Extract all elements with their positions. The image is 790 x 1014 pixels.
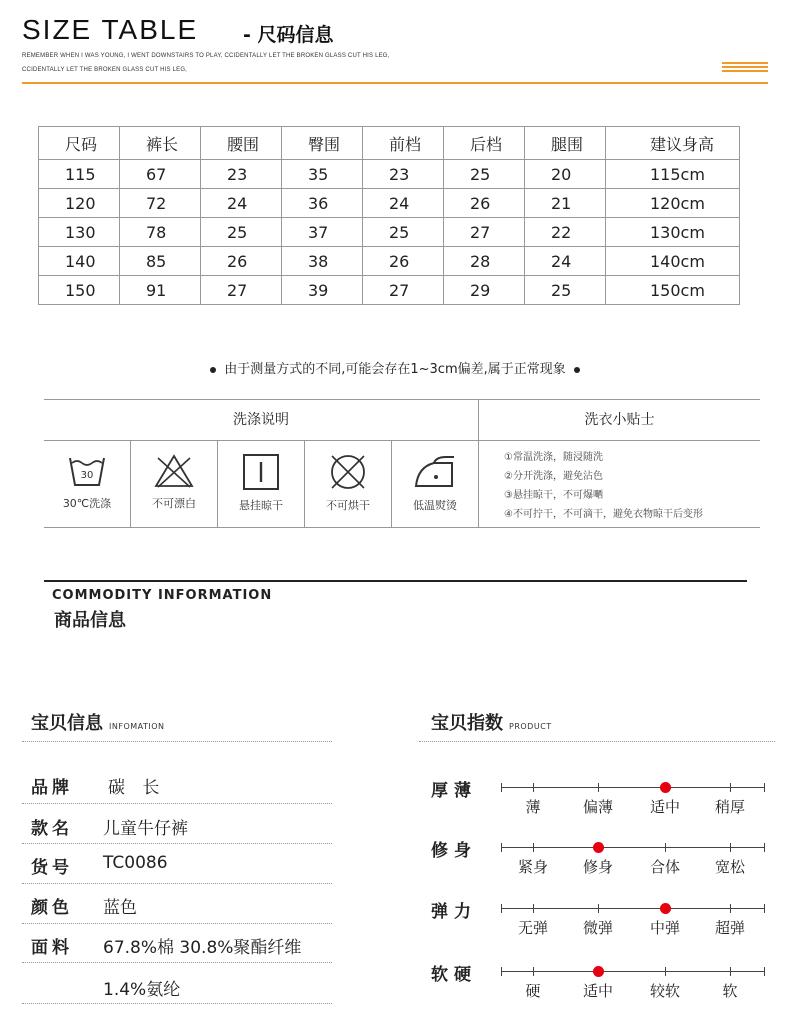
- table-row: [39, 247, 740, 276]
- header-subline-2: CCIDENTALLY LET THE BROKEN GLASS CUT HIS LEG,: [22, 67, 188, 73]
- page-title-cn: - 尺码信息: [243, 24, 334, 46]
- scale-tick: [533, 967, 534, 976]
- wash-tips-list: [504, 448, 703, 524]
- hang-dry-icon: [242, 453, 280, 491]
- wash-symbol-label: 30℃洗涤: [62, 497, 112, 510]
- table-cell: 91: [120, 276, 201, 305]
- scale-tick: [533, 783, 534, 792]
- index-option-label: 硬: [525, 982, 541, 1000]
- wash-tip: ③悬挂晾干，不可爆嗮: [504, 490, 603, 501]
- scale-tick: [501, 904, 502, 913]
- table-cell: 120cm: [606, 189, 740, 218]
- index-option-label: 薄: [525, 798, 541, 816]
- no-bleach-icon: [153, 453, 195, 489]
- wash-temp-text: 30: [80, 470, 94, 481]
- dotted-divider: [22, 962, 332, 963]
- wash-instructions-header: 洗涤说明: [44, 400, 478, 441]
- index-section-title: [431, 709, 552, 735]
- info-value-sku: TC0086: [103, 853, 168, 873]
- col-header: 建议身高: [606, 127, 740, 160]
- wash-symbol-label: 不可漂白: [152, 497, 196, 510]
- info-value-style: 儿童牛仔裤: [103, 819, 188, 839]
- info-label-brand: 品牌: [31, 778, 73, 798]
- info-value-fabric: 67.8%棉 30.8%聚酯纤维: [103, 938, 302, 958]
- table-cell: 24: [525, 247, 606, 276]
- index-subtitle: PRODUCT: [509, 722, 552, 731]
- commodity-divider: [44, 580, 747, 582]
- info-label-sku: 货号: [31, 858, 73, 878]
- index-option-label: 合体: [649, 858, 680, 876]
- no-tumble-dry-icon: [328, 453, 368, 491]
- index-label: 厚薄: [431, 781, 477, 801]
- scale-tick: [764, 843, 765, 852]
- info-label-color: 颜色: [31, 898, 73, 918]
- scale-tick: [764, 783, 765, 792]
- dotted-divider: [22, 883, 332, 884]
- scale-tick: [764, 967, 765, 976]
- table-cell: 150cm: [606, 276, 740, 305]
- table-cell: 27: [444, 218, 525, 247]
- table-cell: 67: [120, 160, 201, 189]
- scale-tick: [501, 967, 502, 976]
- index-label: 修身: [431, 841, 477, 861]
- measurement-note: [0, 358, 790, 377]
- index-title: 宝贝指数: [431, 713, 503, 734]
- col-header: 前档: [363, 127, 444, 160]
- dotted-divider: [419, 741, 775, 742]
- scale-tick: [665, 843, 666, 852]
- measurement-note-text: 由于测量方式的不同,可能会存在1~3cm偏差,属于正常现象: [224, 362, 566, 377]
- scale-tick: [730, 783, 731, 792]
- table-cell: 20: [525, 160, 606, 189]
- col-header: 尺码: [39, 127, 120, 160]
- info-value-fabric-2: 1.4%氨纶: [103, 980, 181, 1000]
- wash-tip: ①常温洗涤，随浸随洗: [504, 452, 603, 463]
- wash-tip: ②分开洗涤，避免沾色: [504, 471, 603, 482]
- index-option-label: 无弹: [517, 919, 548, 937]
- index-marker-dot: [660, 903, 671, 914]
- index-option-label: 偏薄: [582, 798, 613, 816]
- table-cell: 130cm: [606, 218, 740, 247]
- wash-tips-header: 洗衣小贴士: [479, 400, 760, 441]
- table-cell: 26: [201, 247, 282, 276]
- dotted-divider: [22, 803, 332, 804]
- table-cell: 24: [201, 189, 282, 218]
- table-cell: 22: [525, 218, 606, 247]
- index-scale-line: [501, 787, 765, 788]
- index-option-label: 较软: [649, 982, 680, 1000]
- table-cell: 115: [39, 160, 120, 189]
- scale-tick: [665, 967, 666, 976]
- scale-tick: [764, 904, 765, 913]
- col-header: 臀围: [282, 127, 363, 160]
- table-cell: 35: [282, 160, 363, 189]
- table-row: [39, 276, 740, 305]
- orange-stripes-decoration: [722, 62, 768, 74]
- low-iron-icon: [412, 453, 458, 491]
- wash-symbol: [392, 441, 478, 527]
- scale-tick: [533, 843, 534, 852]
- scale-tick: [533, 904, 534, 913]
- table-row: [39, 218, 740, 247]
- dotted-divider: [22, 923, 332, 924]
- wash-symbol-label: 低温熨烫: [413, 499, 457, 512]
- scale-tick: [730, 967, 731, 976]
- table-cell: 26: [363, 247, 444, 276]
- table-cell: 115cm: [606, 160, 740, 189]
- wash-30-icon: [67, 453, 107, 489]
- dotted-divider: [22, 741, 332, 742]
- index-option-label: 稍厚: [714, 798, 745, 816]
- col-header: 腿围: [525, 127, 606, 160]
- index-marker-dot: [593, 842, 604, 853]
- size-table-header: [39, 127, 740, 160]
- table-cell: 23: [201, 160, 282, 189]
- table-cell: 29: [444, 276, 525, 305]
- col-header: 后档: [444, 127, 525, 160]
- index-option-label: 适中: [649, 798, 680, 816]
- info-subtitle: INFOMATION: [109, 722, 165, 731]
- table-cell: 85: [120, 247, 201, 276]
- table-row: [39, 189, 740, 218]
- index-label: 软硬: [431, 965, 477, 985]
- index-option-label: 修身: [582, 858, 613, 876]
- header-subline-1: REMEMBER WHEN I WAS YOUNG, I WENT DOWNSTAIRS TO PLAY, CCIDENTALLY LET THE BROKEN GLASS CUT HIS LEG,: [22, 53, 390, 59]
- info-value-brand: 碳 长: [108, 778, 166, 798]
- index-scale-line: [501, 971, 765, 972]
- table-cell: 26: [444, 189, 525, 218]
- info-value-color: 蓝色: [103, 898, 137, 918]
- table-cell: 38: [282, 247, 363, 276]
- wash-symbol: [218, 441, 304, 527]
- commodity-title-cn: 商品信息: [54, 610, 126, 631]
- table-cell: 21: [525, 189, 606, 218]
- table-cell: 78: [120, 218, 201, 247]
- page-title: SIZE TABLE: [22, 14, 199, 45]
- col-header: 裤长: [120, 127, 201, 160]
- info-label-fabric: 面料: [31, 938, 73, 958]
- scale-tick: [598, 904, 599, 913]
- table-cell: 25: [201, 218, 282, 247]
- table-cell: 140cm: [606, 247, 740, 276]
- table-cell: 27: [363, 276, 444, 305]
- info-title: 宝贝信息: [31, 713, 103, 734]
- col-header: 腰围: [201, 127, 282, 160]
- table-row: [39, 160, 740, 189]
- index-scale-line: [501, 908, 765, 909]
- scale-tick: [501, 783, 502, 792]
- wash-symbol-label: 悬挂晾干: [239, 499, 283, 512]
- commodity-title-en: COMMODITY INFORMATION: [52, 588, 273, 603]
- index-option-label: 宽松: [714, 858, 745, 876]
- index-option-label: 紧身: [517, 858, 548, 876]
- index-option-label: 微弹: [582, 919, 613, 937]
- table-cell: 140: [39, 247, 120, 276]
- index-label: 弹力: [431, 902, 477, 922]
- table-cell: 72: [120, 189, 201, 218]
- table-cell: 25: [525, 276, 606, 305]
- wash-tip: ④不可拧干，不可滴干，避免衣物晾干后变形: [504, 509, 703, 520]
- wash-symbol: [44, 441, 130, 527]
- wash-symbol: [305, 441, 391, 527]
- table-cell: 25: [444, 160, 525, 189]
- table-cell: 150: [39, 276, 120, 305]
- header-divider: [22, 82, 768, 84]
- bullet-icon: [574, 367, 580, 373]
- wash-symbol: [131, 441, 217, 527]
- info-section-title: [31, 709, 165, 735]
- scale-tick: [501, 843, 502, 852]
- index-option-label: 软: [722, 982, 738, 1000]
- table-cell: 39: [282, 276, 363, 305]
- dotted-divider: [22, 1003, 332, 1004]
- index-option-label: 超弹: [714, 919, 745, 937]
- table-cell: 36: [282, 189, 363, 218]
- table-cell: 23: [363, 160, 444, 189]
- dotted-divider: [22, 843, 332, 844]
- table-cell: 24: [363, 189, 444, 218]
- table-cell: 25: [363, 218, 444, 247]
- index-option-label: 适中: [582, 982, 613, 1000]
- bullet-icon: [210, 367, 216, 373]
- table-cell: 28: [444, 247, 525, 276]
- info-label-style: 款名: [31, 819, 73, 839]
- index-marker-dot: [660, 782, 671, 793]
- index-marker-dot: [593, 966, 604, 977]
- index-scale-line: [501, 847, 765, 848]
- table-cell: 130: [39, 218, 120, 247]
- table-cell: 37: [282, 218, 363, 247]
- table-cell: 27: [201, 276, 282, 305]
- wash-section: [44, 399, 760, 528]
- scale-tick: [730, 843, 731, 852]
- divider: [478, 400, 479, 527]
- size-table: [38, 126, 740, 305]
- wash-symbol-label: 不可烘干: [326, 499, 370, 512]
- table-cell: 120: [39, 189, 120, 218]
- index-option-label: 中弹: [649, 919, 680, 937]
- scale-tick: [730, 904, 731, 913]
- scale-tick: [598, 783, 599, 792]
